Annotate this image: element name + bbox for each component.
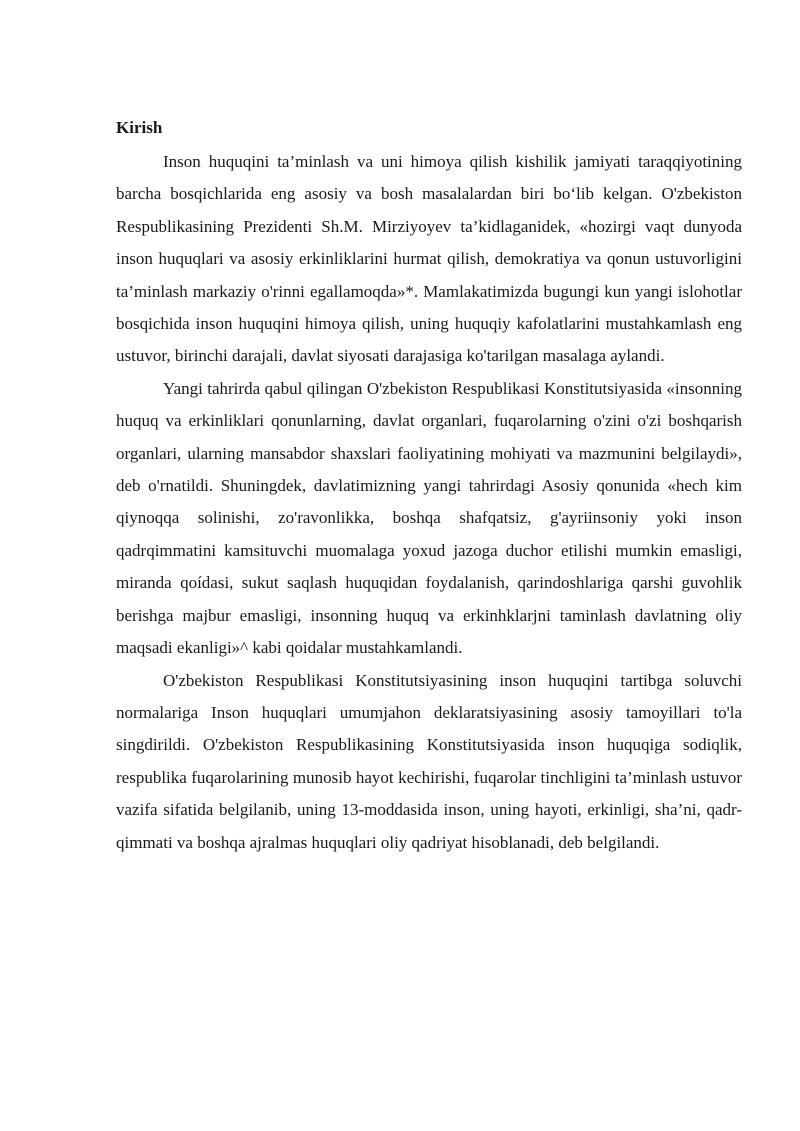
- paragraph-2: Yangi tahrirda qabul qilingan O'zbekiston Respublikasi Konstitutsiyasida «insonning huquq va erkinliklari qonunlarning, davlat organlari, fuqarolarning o'zini o'zi boshqarish organlari, ularning mansabdor shaxslari faoliyatining mohiyati va mazmunini belgilaydi», deb o'rnatildi. Shuningdek, davlatimizning yangi tahrirdagi Asosiy qonunida «hech kim qiynoqqa solinishi, zo'ravonlikka, boshqa shafqatsiz, g'ayriinsoniy yoki inson qadrqimmatini kamsituvchi muomalaga yoxud jazoga duchor etilishi mumkin emasligi, miranda qoídasi, sukut saqlash huquqidan foydalanish, qarindoshlariga qarshi guvohlik berishga majbur emasligi, insonning huquq va erkinhklarjni taminlash davlatning oliy maqsadi ekanligi»^ kabi qoidalar mustahkamlandi.: [116, 378, 742, 658]
- document-body: [116, 114, 742, 859]
- section-heading: Kirish: [116, 118, 163, 137]
- paragraph-3: O'zbekiston Respublikasi Konstitutsiyasining inson huquqini tartibga soluvchi normalariga Inson huquqlari umumjahon deklaratsiyasining asosiy tamoyillari to'la singdirildi. O'zbekiston Respublikasining Konstitutsiyasida inson huquqiga sodiqlik, respublika fuqarolarining munosib hayot kechirishi, fuqarolar tinchligini ta’minlash ustuvor vazifa sifatida belgilanib, uning 13-moddasida inson, uning hayoti, erkinligi, sha’ni, qadr-qimmati va boshqa ajralmas huquqlari oliy qadriyat hisoblanadi, deb belgilandi.: [116, 670, 742, 852]
- paragraph-1: Inson huquqini ta’minlash va uni himoya qilish kishilik jamiyati taraqqiyotining barcha bosqichlarida eng asosiy va bosh masalalardan biri bo‘lib kelgan. O'zbekiston Respublikasining Prezidenti Sh.M. Mirziyoyev ta’kidlaganidek, «hozirgi vaqt dunyoda inson huquqlari va asosiy erkinliklarini hurmat qilish, demokratiya va qonun ustuvorligini ta’minlash markaziy o'rinni egallamoqda»*. Mamlakatimizda bugungi kun yangi islohotlar bosqichida inson huquqini himoya qilish, uning huquqiy kafolatlarini mustahkamlash eng ustuvor, birinchi darajali, davlat siyosati darajasiga ko'tarilgan masalaga aylandi.: [116, 152, 742, 366]
